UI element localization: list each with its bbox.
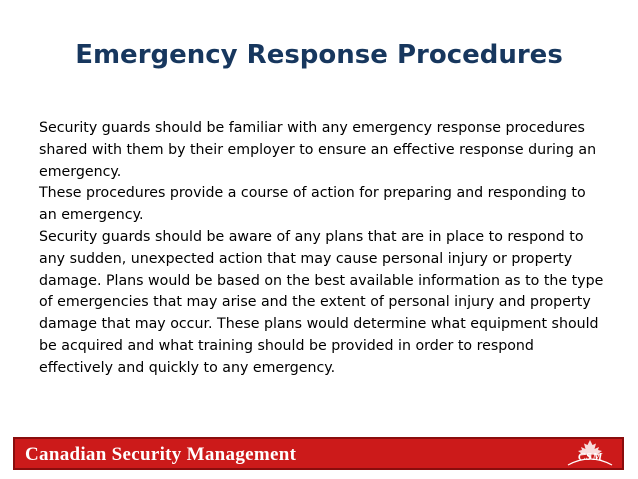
body-paragraph: Security guards should be aware of any plans that are in place to respond to any sudden, unexpected action that may cause personal injury or property damage. Plans would be based on the best available information as to the type of emergencies that may arise and the extent of personal injury and property damage that may occur. These plans would determine what equipment should be acquired and what training should be provided in order to respond effectively and quickly to any emergency. (39, 228, 604, 376)
csm-logo (564, 439, 616, 468)
footer-banner (13, 437, 624, 470)
slide-body (39, 118, 604, 380)
body-paragraph: These procedures provide a course of action for preparing and responding to an emergency. (39, 185, 586, 224)
slide-title: Emergency Response Procedures (75, 40, 563, 70)
company-name: Canadian Security Management (25, 444, 297, 465)
logo-text: CSM (578, 451, 603, 463)
body-paragraph: Security guards should be familiar with any emergency response procedures shared with them by their employer to ensure an effective response during an emergency. (39, 120, 597, 180)
